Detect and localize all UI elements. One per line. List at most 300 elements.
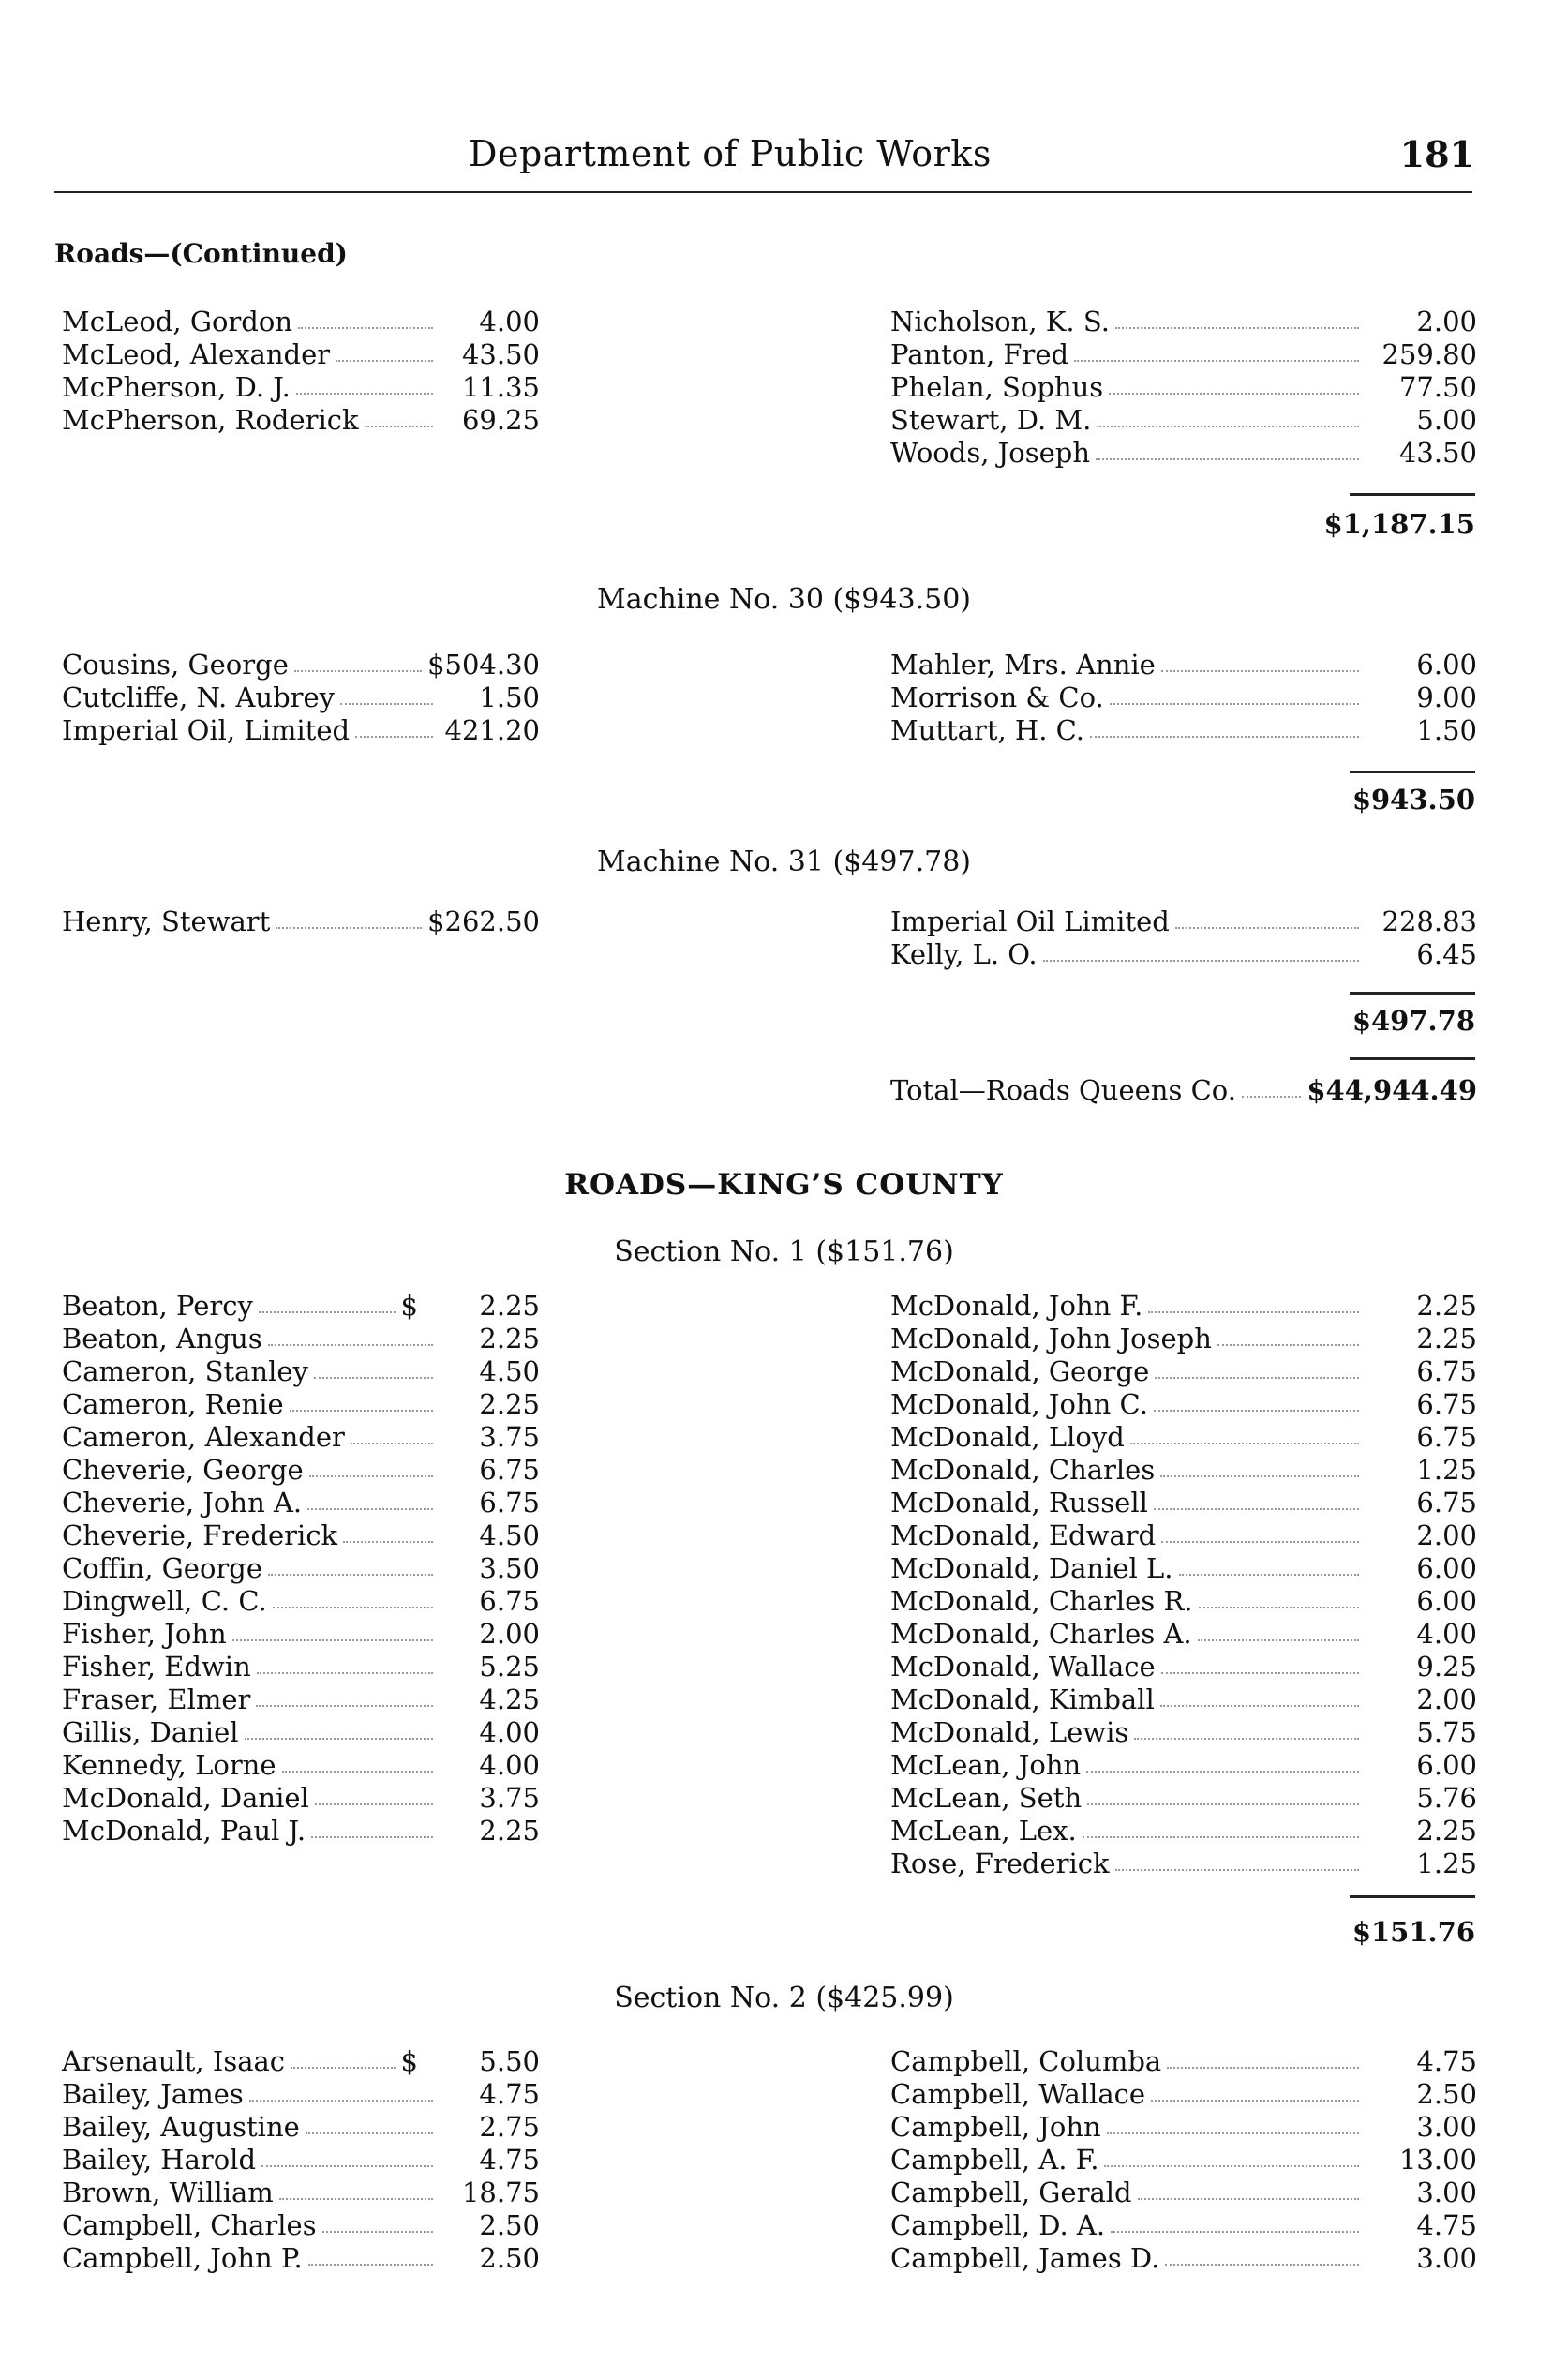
section1-heading: Section No. 1 ($151.76) bbox=[614, 1235, 954, 1268]
ledger-row bbox=[890, 1323, 1477, 1355]
ledger-row bbox=[62, 371, 540, 404]
ledger-row bbox=[62, 1618, 540, 1651]
payment-amount: 6.45 bbox=[1416, 938, 1477, 970]
leader-dots bbox=[351, 1443, 433, 1444]
payment-amount: 11.35 bbox=[461, 371, 540, 403]
leader-dots bbox=[1151, 2100, 1359, 2102]
payment-amount: 6.75 bbox=[479, 1454, 540, 1486]
payment-amount: 6.75 bbox=[1416, 1388, 1477, 1420]
payment-amount: 3.75 bbox=[479, 1421, 540, 1453]
payment-amount: 259.80 bbox=[1381, 338, 1477, 370]
payment-amount: 6.75 bbox=[1416, 1355, 1477, 1387]
payee-name: Campbell, D. A. bbox=[890, 2209, 1106, 2241]
payee-name: McLeod, Alexander bbox=[62, 338, 331, 370]
leader-dots bbox=[268, 1574, 433, 1576]
payment-amount: 2.50 bbox=[479, 2209, 540, 2241]
leader-dots bbox=[355, 736, 433, 738]
payee-name: Campbell, Gerald bbox=[890, 2177, 1132, 2208]
ledger-row bbox=[890, 1552, 1477, 1585]
grand-total-rule bbox=[1350, 1057, 1475, 1060]
ledger-row bbox=[890, 1454, 1477, 1487]
leader-dots bbox=[1198, 1639, 1359, 1641]
payee-name: Cousins, George bbox=[62, 649, 289, 681]
payment-amount: 4.75 bbox=[479, 2144, 540, 2176]
ledger-row bbox=[62, 1552, 540, 1585]
leader-dots bbox=[296, 393, 433, 395]
leader-dots bbox=[245, 1738, 433, 1740]
payment-amount: 2.50 bbox=[479, 2242, 540, 2274]
payment-amount: 4.00 bbox=[479, 306, 540, 337]
payee-name: Campbell, Wallace bbox=[890, 2078, 1146, 2110]
payment-amount: $504.30 bbox=[427, 649, 540, 681]
payment-amount: $262.50 bbox=[427, 905, 540, 937]
payee-name: McDonald, Charles A. bbox=[890, 1618, 1192, 1650]
payee-name: McDonald, Charles bbox=[890, 1454, 1156, 1486]
ledger-row bbox=[62, 2045, 540, 2078]
payee-name: McDonald, Paul J. bbox=[62, 1815, 306, 1847]
payee-name: McLeod, Gordon bbox=[62, 306, 293, 337]
payee-name: Cutcliffe, N. Aubrey bbox=[62, 681, 336, 713]
ledger-row bbox=[62, 2144, 540, 2177]
payment-amount: 3.75 bbox=[479, 1782, 540, 1814]
payee-name: Campbell, A. F. bbox=[890, 2144, 1099, 2176]
block1-right-list bbox=[890, 306, 1477, 470]
leader-dots bbox=[1110, 703, 1359, 705]
payee-name: McDonald, George bbox=[890, 1355, 1150, 1387]
payee-name: Cheverie, John A. bbox=[62, 1487, 303, 1519]
payee-name: McDonald, Lewis bbox=[890, 1716, 1129, 1748]
payee-name: McPherson, D. J. bbox=[62, 371, 291, 403]
page-number: 181 bbox=[1399, 133, 1474, 175]
machine30-sum-rule bbox=[1350, 771, 1475, 773]
leader-dots bbox=[1160, 1475, 1359, 1477]
ledger-row bbox=[890, 1782, 1477, 1815]
payee-name: Campbell, Charles bbox=[62, 2209, 317, 2241]
leader-dots bbox=[1161, 1672, 1359, 1674]
payment-amount: 3.00 bbox=[1416, 2242, 1477, 2274]
payment-amount: 2.00 bbox=[1416, 1683, 1477, 1715]
machine30-heading: Machine No. 30 ($943.50) bbox=[597, 583, 971, 616]
payee-name: McDonald, Edward bbox=[890, 1519, 1157, 1551]
ledger-row bbox=[62, 1290, 540, 1323]
payee-name: Fisher, Edwin bbox=[62, 1651, 251, 1683]
payee-name: Morrison & Co. bbox=[890, 681, 1104, 713]
payment-amount: 228.83 bbox=[1381, 905, 1477, 937]
leader-dots bbox=[1160, 1705, 1359, 1707]
ledger-row bbox=[62, 306, 540, 338]
ledger-row bbox=[62, 1782, 540, 1815]
ledger-row bbox=[890, 1585, 1477, 1618]
payment-amount: 1.25 bbox=[1416, 1454, 1477, 1486]
payee-name: Phelan, Sophus bbox=[890, 371, 1104, 403]
payee-name: McDonald, John C. bbox=[890, 1388, 1148, 1420]
leader-dots bbox=[1155, 1377, 1359, 1379]
leader-dots bbox=[309, 1475, 433, 1477]
machine31-left-list bbox=[62, 905, 540, 938]
leader-dots bbox=[256, 1705, 433, 1707]
block1-left-list bbox=[62, 306, 540, 437]
payment-amount: 5.00 bbox=[1416, 404, 1477, 436]
leader-dots bbox=[1090, 736, 1359, 738]
payment-amount: 2.00 bbox=[1416, 1519, 1477, 1551]
leader-dots bbox=[294, 670, 422, 672]
kings-county-heading: ROADS—KING’S COUNTY bbox=[564, 1168, 1004, 1202]
leader-dots bbox=[1130, 1443, 1359, 1444]
payment-amount: 6.75 bbox=[1416, 1487, 1477, 1519]
payment-amount: 2.25 bbox=[1416, 1815, 1477, 1847]
leader-dots bbox=[1161, 670, 1359, 672]
leader-dots bbox=[343, 1541, 433, 1543]
ledger-row bbox=[890, 1355, 1477, 1388]
payment-amount: 18.75 bbox=[461, 2177, 540, 2208]
leader-dots bbox=[1104, 2165, 1359, 2167]
grand-total-row bbox=[890, 1074, 1477, 1107]
leader-dots bbox=[322, 2231, 433, 2233]
payee-name: Cameron, Renie bbox=[62, 1388, 284, 1420]
ledger-row bbox=[890, 1618, 1477, 1651]
leader-dots bbox=[249, 2100, 433, 2102]
payee-name: Coffin, George bbox=[62, 1552, 263, 1584]
ledger-row bbox=[890, 306, 1477, 338]
leader-dots bbox=[1179, 1574, 1359, 1576]
payee-name: Campbell, John P. bbox=[62, 2242, 303, 2274]
payee-name: Kennedy, Lorne bbox=[62, 1749, 276, 1781]
ledger-row bbox=[890, 1683, 1477, 1716]
payee-name: Fraser, Elmer bbox=[62, 1683, 251, 1715]
payee-name: Campbell, Columba bbox=[890, 2045, 1162, 2077]
leader-dots bbox=[1199, 1607, 1360, 1608]
payment-amount: 1.50 bbox=[479, 681, 540, 713]
header-rule bbox=[54, 191, 1472, 193]
payee-name: Cameron, Alexander bbox=[62, 1421, 345, 1453]
leader-dots bbox=[1148, 1311, 1359, 1313]
leader-dots bbox=[1086, 1771, 1359, 1773]
ledger-row bbox=[62, 905, 540, 938]
ledger-row bbox=[62, 1355, 540, 1388]
leader-dots bbox=[340, 703, 433, 705]
payee-name: Bailey, Harold bbox=[62, 2144, 257, 2176]
section1-left-list bbox=[62, 1290, 540, 1848]
ledger-row bbox=[890, 1848, 1477, 1880]
ledger-row bbox=[62, 2078, 540, 2111]
payee-name: Nicholson, K. S. bbox=[890, 306, 1110, 337]
ledger-row bbox=[62, 2177, 540, 2209]
ledger-row bbox=[890, 371, 1477, 404]
leader-dots bbox=[1242, 1096, 1301, 1098]
leader-dots bbox=[1087, 1803, 1359, 1805]
payment-amount: 2.25 bbox=[479, 1815, 540, 1847]
payee-name: Arsenault, Isaac bbox=[62, 2045, 286, 2077]
leader-dots bbox=[276, 927, 422, 929]
ledger-row bbox=[62, 2242, 540, 2275]
payment-amount: 4.50 bbox=[479, 1355, 540, 1387]
payee-name: Rose, Frederick bbox=[890, 1848, 1110, 1879]
ledger-row bbox=[890, 1651, 1477, 1683]
leader-dots bbox=[306, 2132, 433, 2134]
ledger-row bbox=[62, 1815, 540, 1848]
payee-name: Mahler, Mrs. Annie bbox=[890, 649, 1156, 681]
leader-dots bbox=[232, 1639, 433, 1641]
payment-amount: 4.75 bbox=[479, 2078, 540, 2110]
payee-name: McDonald, Lloyd bbox=[890, 1421, 1125, 1453]
machine31-right-list bbox=[890, 905, 1477, 971]
machine30-left-list bbox=[62, 649, 540, 747]
payment-amount: 6.00 bbox=[1416, 1585, 1477, 1617]
payment-amount: 2.25 bbox=[479, 1388, 540, 1420]
leader-dots bbox=[268, 1344, 433, 1346]
payment-amount: 6.75 bbox=[479, 1487, 540, 1519]
ledger-row bbox=[890, 1487, 1477, 1519]
leader-dots bbox=[261, 2165, 433, 2167]
payment-amount: 13.00 bbox=[1398, 2144, 1477, 2176]
leader-dots bbox=[1107, 2132, 1359, 2134]
ledger-row bbox=[62, 1585, 540, 1618]
ledger-row bbox=[890, 1519, 1477, 1552]
ledger-row bbox=[890, 2111, 1477, 2144]
payment-amount: 9.00 bbox=[1416, 681, 1477, 713]
payee-name: McDonald, Daniel bbox=[62, 1782, 309, 1814]
payee-name: McDonald, Russell bbox=[890, 1487, 1148, 1519]
ledger-row bbox=[890, 404, 1477, 437]
payment-amount: 9.25 bbox=[1416, 1651, 1477, 1683]
payee-name: Fisher, John bbox=[62, 1618, 227, 1650]
ledger-row bbox=[62, 1323, 540, 1355]
payee-name: McDonald, John Joseph bbox=[890, 1323, 1212, 1354]
leader-dots bbox=[1154, 1410, 1359, 1412]
leader-dots bbox=[1115, 1869, 1359, 1871]
dollar-prefix: $ bbox=[400, 2045, 418, 2077]
payee-name: McLean, John bbox=[890, 1749, 1082, 1781]
leader-dots bbox=[1074, 360, 1359, 362]
payee-name: Brown, William bbox=[62, 2177, 274, 2208]
payment-amount: 43.50 bbox=[1398, 437, 1477, 469]
payee-name: Woods, Joseph bbox=[890, 437, 1091, 469]
leader-dots bbox=[298, 327, 433, 329]
leader-dots bbox=[1134, 1738, 1359, 1740]
leader-dots bbox=[1161, 1541, 1359, 1543]
section2-left-list bbox=[62, 2045, 540, 2275]
leader-dots bbox=[1097, 426, 1359, 427]
leader-dots bbox=[307, 1508, 433, 1510]
payment-amount: 6.00 bbox=[1416, 1552, 1477, 1584]
payee-name: Dingwell, C. C. bbox=[62, 1585, 267, 1617]
payment-amount: 6.75 bbox=[479, 1585, 540, 1617]
leader-dots bbox=[1096, 458, 1359, 460]
ledger-row bbox=[890, 2242, 1477, 2275]
payment-amount: 3.50 bbox=[479, 1552, 540, 1584]
payment-amount: 4.00 bbox=[1416, 1618, 1477, 1650]
section2-heading: Section No. 2 ($425.99) bbox=[614, 1982, 954, 2014]
payment-amount: 5.75 bbox=[1416, 1716, 1477, 1748]
payment-amount: 2.25 bbox=[479, 1323, 540, 1354]
ledger-row bbox=[62, 1487, 540, 1519]
block1-total: $1,187.15 bbox=[1323, 508, 1475, 540]
block1-sum-rule bbox=[1350, 493, 1475, 496]
payment-amount: 5.50 bbox=[479, 2045, 540, 2077]
leader-dots bbox=[314, 1377, 433, 1379]
payment-amount: 3.00 bbox=[1416, 2177, 1477, 2208]
leader-dots bbox=[1167, 2067, 1359, 2069]
leader-dots bbox=[365, 426, 433, 427]
ledger-row bbox=[62, 1749, 540, 1782]
leader-dots bbox=[259, 1311, 396, 1313]
ledger-row bbox=[890, 1421, 1477, 1454]
payment-amount: 4.25 bbox=[479, 1683, 540, 1715]
leader-dots bbox=[308, 2264, 433, 2266]
payment-amount: 2.00 bbox=[479, 1618, 540, 1650]
payee-name: McDonald, Charles R. bbox=[890, 1585, 1193, 1617]
ledger-row bbox=[62, 2111, 540, 2144]
ledger-row bbox=[890, 681, 1477, 714]
payee-name: Henry, Stewart bbox=[62, 905, 271, 937]
payee-name: Kelly, L. O. bbox=[890, 938, 1038, 970]
leader-dots bbox=[273, 1607, 433, 1608]
section1-total: $151.76 bbox=[1351, 1916, 1475, 1948]
leader-dots bbox=[336, 360, 433, 362]
payment-amount: 421.20 bbox=[444, 714, 540, 746]
payee-name: McDonald, Kimball bbox=[890, 1683, 1155, 1715]
ledger-row bbox=[62, 681, 540, 714]
ledger-row bbox=[890, 2177, 1477, 2209]
continued-label: Roads—(Continued) bbox=[54, 238, 348, 269]
ledger-row bbox=[62, 649, 540, 681]
payment-amount: 4.50 bbox=[479, 1519, 540, 1551]
ledger-row bbox=[890, 2209, 1477, 2242]
leader-dots bbox=[290, 1410, 433, 1412]
leader-dots bbox=[1154, 1508, 1359, 1510]
ledger-row bbox=[62, 2209, 540, 2242]
machine30-right-list bbox=[890, 649, 1477, 747]
ledger-row bbox=[890, 938, 1477, 971]
leader-dots bbox=[1111, 2231, 1359, 2233]
payment-amount: 1.50 bbox=[1416, 714, 1477, 746]
payment-amount: 2.25 bbox=[479, 1290, 540, 1322]
payment-amount: 43.50 bbox=[461, 338, 540, 370]
running-title: Department of Public Works bbox=[469, 133, 992, 174]
leader-dots bbox=[1217, 1344, 1359, 1346]
leader-dots bbox=[291, 2067, 396, 2069]
ledger-row bbox=[62, 1519, 540, 1552]
grand-total-label: Total—Roads Queens Co. bbox=[890, 1074, 1236, 1106]
leader-dots bbox=[311, 1836, 433, 1838]
leader-dots bbox=[315, 1803, 433, 1805]
payment-amount: 5.25 bbox=[479, 1651, 540, 1683]
ledger-row bbox=[890, 338, 1477, 371]
payee-name: Gillis, Daniel bbox=[62, 1716, 239, 1748]
ledger-row bbox=[62, 1683, 540, 1716]
payment-amount: 2.25 bbox=[1416, 1323, 1477, 1354]
payee-name: Imperial Oil Limited bbox=[890, 905, 1170, 937]
payment-amount: 2.25 bbox=[1416, 1290, 1477, 1322]
dollar-prefix: $ bbox=[400, 1290, 418, 1322]
ledger-row bbox=[890, 2078, 1477, 2111]
payee-name: McLean, Lex. bbox=[890, 1815, 1077, 1847]
payee-name: McDonald, John F. bbox=[890, 1290, 1143, 1322]
ledger-row bbox=[62, 1421, 540, 1454]
payee-name: Campbell, John bbox=[890, 2111, 1101, 2143]
machine31-heading: Machine No. 31 ($497.78) bbox=[597, 845, 971, 878]
payment-amount: 2.50 bbox=[1416, 2078, 1477, 2110]
payee-name: Beaton, Percy bbox=[62, 1290, 253, 1322]
payee-name: McDonald, Daniel L. bbox=[890, 1552, 1173, 1584]
ledger-row bbox=[890, 649, 1477, 681]
running-header bbox=[0, 133, 1568, 176]
section1-sum-rule bbox=[1350, 1895, 1475, 1898]
ledger-row bbox=[890, 905, 1477, 938]
ledger-row bbox=[62, 1716, 540, 1749]
machine31-total: $497.78 bbox=[1351, 1005, 1475, 1037]
payee-name: Stewart, D. M. bbox=[890, 404, 1092, 436]
payee-name: Cheverie, George bbox=[62, 1454, 304, 1486]
payment-amount: 4.00 bbox=[479, 1716, 540, 1748]
payment-amount: 2.75 bbox=[479, 2111, 540, 2143]
leader-dots bbox=[1138, 2198, 1359, 2200]
machine31-sum-rule bbox=[1350, 992, 1475, 995]
payment-amount: 1.25 bbox=[1416, 1848, 1477, 1879]
payment-amount: 77.50 bbox=[1398, 371, 1477, 403]
payee-name: McDonald, Wallace bbox=[890, 1651, 1156, 1683]
ledger-row bbox=[890, 2045, 1477, 2078]
ledger-row bbox=[62, 404, 540, 437]
payee-name: Cameron, Stanley bbox=[62, 1355, 308, 1387]
ledger-row bbox=[890, 1716, 1477, 1749]
ledger-row bbox=[890, 437, 1477, 470]
ledger-row bbox=[62, 714, 540, 747]
leader-dots bbox=[1115, 327, 1359, 329]
payment-amount: 5.76 bbox=[1416, 1782, 1477, 1814]
payment-amount: 2.00 bbox=[1416, 306, 1477, 337]
payment-amount: 69.25 bbox=[461, 404, 540, 436]
payment-amount: 4.75 bbox=[1416, 2209, 1477, 2241]
payee-name: McPherson, Roderick bbox=[62, 404, 359, 436]
ledger-row bbox=[890, 714, 1477, 747]
payee-name: Campbell, James D. bbox=[890, 2242, 1160, 2274]
payment-amount: 4.75 bbox=[1416, 2045, 1477, 2077]
ledger-row bbox=[890, 2144, 1477, 2177]
leader-dots bbox=[257, 1672, 433, 1674]
section2-right-list bbox=[890, 2045, 1477, 2275]
leader-dots bbox=[282, 1771, 433, 1773]
ledger-row bbox=[890, 1815, 1477, 1848]
machine30-total: $943.50 bbox=[1351, 784, 1475, 815]
payee-name: Bailey, Augustine bbox=[62, 2111, 300, 2143]
ledger-row bbox=[890, 1290, 1477, 1323]
payment-amount: 3.00 bbox=[1416, 2111, 1477, 2143]
payee-name: McLean, Seth bbox=[890, 1782, 1083, 1814]
ledger-row bbox=[62, 1388, 540, 1421]
payee-name: Cheverie, Frederick bbox=[62, 1519, 338, 1551]
leader-dots bbox=[1043, 960, 1359, 962]
payment-amount: 6.00 bbox=[1416, 649, 1477, 681]
payment-amount: 6.00 bbox=[1416, 1749, 1477, 1781]
leader-dots bbox=[1109, 393, 1359, 395]
payee-name: Muttart, H. C. bbox=[890, 714, 1085, 746]
payee-name: Imperial Oil, Limited bbox=[62, 714, 351, 746]
ledger-row bbox=[890, 1749, 1477, 1782]
payee-name: Beaton, Angus bbox=[62, 1323, 262, 1354]
grand-total-amount: $44,944.49 bbox=[1307, 1074, 1477, 1106]
payee-name: Bailey, James bbox=[62, 2078, 244, 2110]
section1-right-list bbox=[890, 1290, 1477, 1880]
payment-amount: 4.00 bbox=[479, 1749, 540, 1781]
ledger-row bbox=[62, 1651, 540, 1683]
payee-name: Panton, Fred bbox=[890, 338, 1069, 370]
leader-dots bbox=[279, 2198, 433, 2200]
leader-dots bbox=[1083, 1836, 1359, 1838]
leader-dots bbox=[1175, 927, 1359, 929]
ledger-row bbox=[62, 1454, 540, 1487]
ledger-row bbox=[62, 338, 540, 371]
